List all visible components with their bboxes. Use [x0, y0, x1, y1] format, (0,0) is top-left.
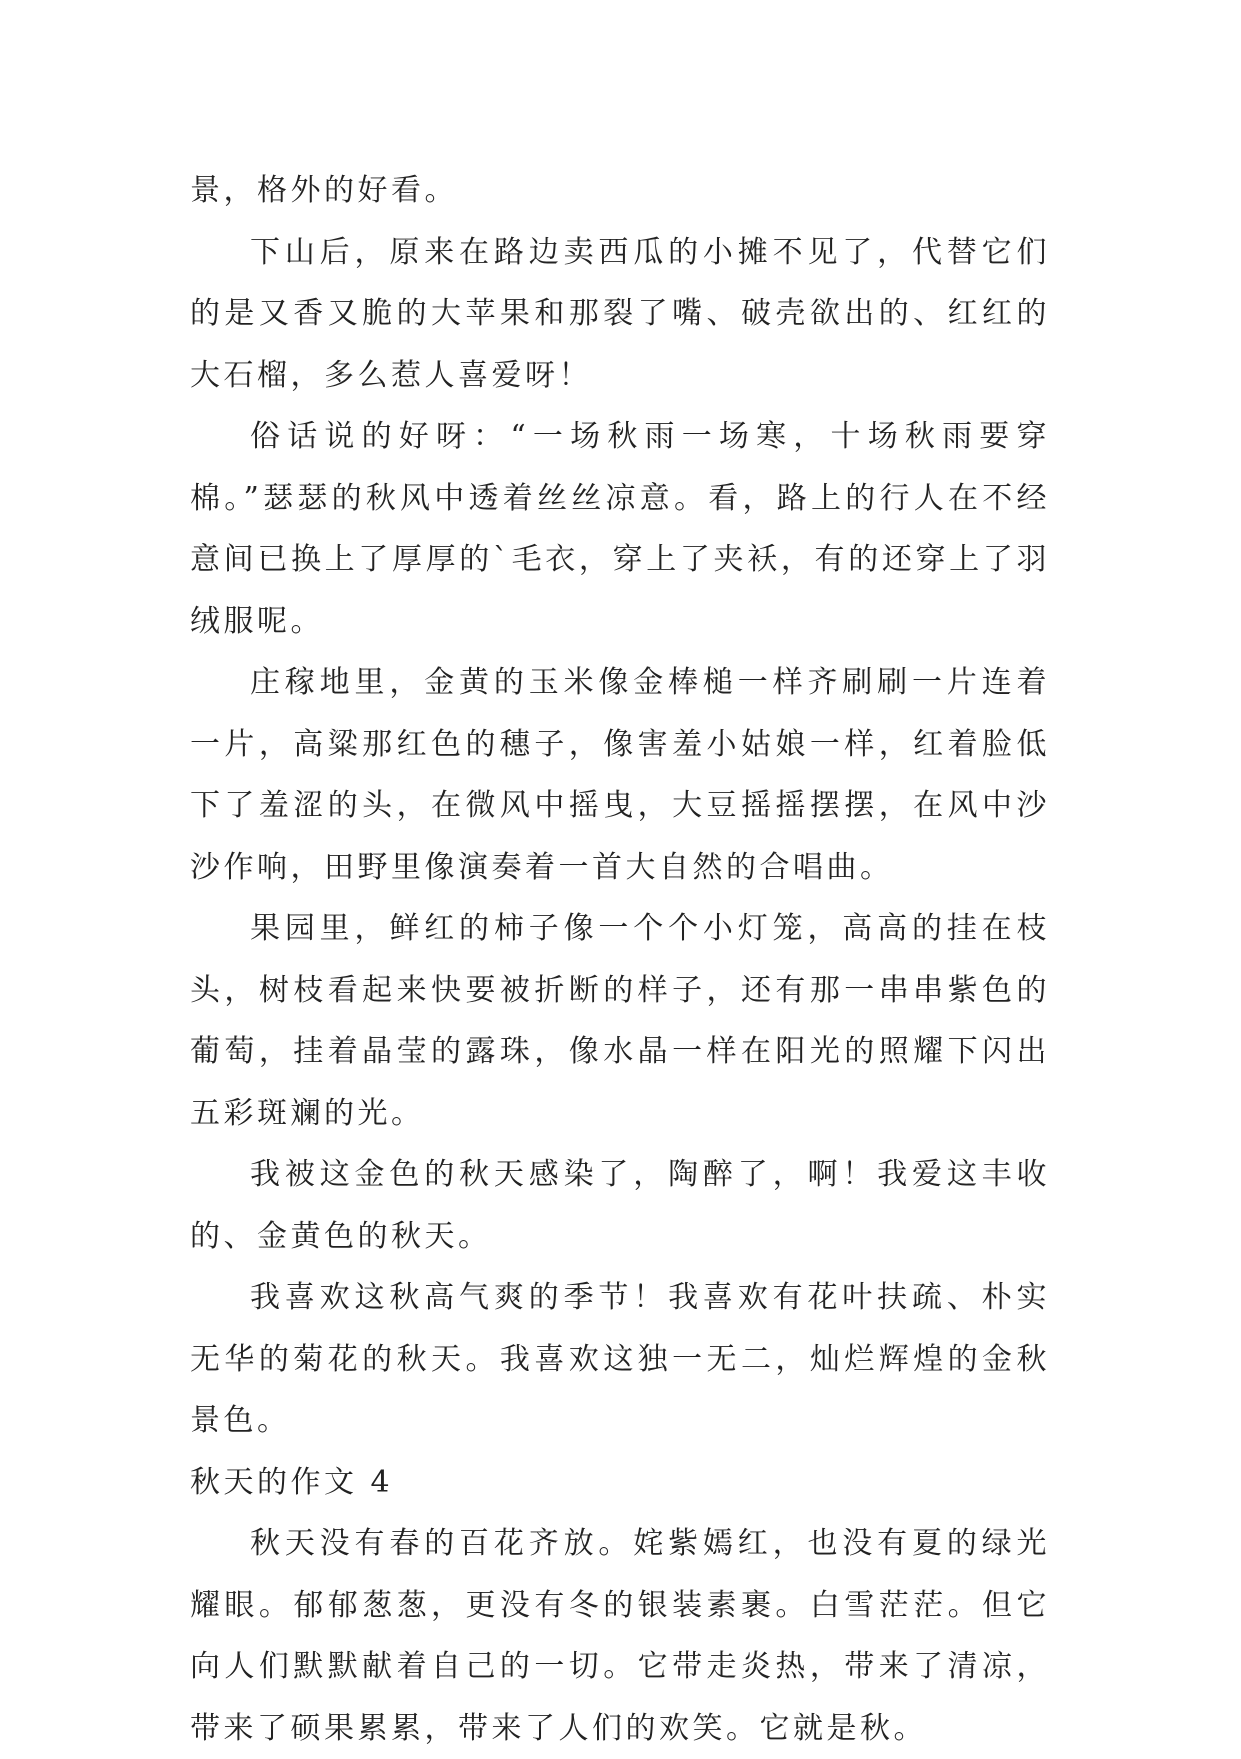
paragraph: 下山后，原来在路边卖西瓜的小摊不见了，代替它们的是又香又脆的大苹果和那裂了嘴、破壳欲出的、红红的大石榴，多么惹人喜爱呀！	[190, 234, 1050, 393]
paragraph: 庄稼地里，金黄的玉米像金棒槌一样齐刷刷一片连着一片，高粱那红色的穗子，像害羞小姑娘一样，红着脸低下了羞涩的头，在微风中摇曳，大豆摇摇摆摆，在风中沙沙作响，田野里像演奏着一首大自然的合唱曲。	[190, 665, 1050, 885]
paragraph: 果园里，鲜红的柿子像一个个小灯笼，高高的挂在枝头，树枝看起来快要被折断的样子，还有那一串串紫色的葡萄，挂着晶莹的露珠，像水晶一样在阳光的照耀下闪出五彩斑斓的光。	[190, 911, 1050, 1131]
paragraph: 俗话说的好呀：“一场秋雨一场寒，十场秋雨要穿棉。”瑟瑟的秋风中透着丝丝凉意。看，路上的行人在不经意间已换上了厚厚的`毛衣，穿上了夹袄，有的还穿上了羽绒服呢。	[190, 419, 1050, 639]
section-heading: 秋天的作文 4	[190, 1464, 394, 1500]
paragraph: 我被这金色的秋天感染了，陶醉了，啊！我爱这丰收的、金黄色的秋天。	[190, 1157, 1050, 1254]
paragraph: 秋天没有春的百花齐放。姹紫嫣红，也没有夏的绿光耀眼。郁郁葱葱，更没有冬的银装素裹。白雪茫茫。但它向人们默默献着自己的一切。它带走炎热，带来了清凉，带来了硕果累累，带来了人们的欢笑。它就是秋。	[190, 1526, 1050, 1746]
document-page	[190, 160, 1050, 1759]
paragraph-continuation: 景，格外的好看。	[190, 173, 458, 208]
paragraph: 我喜欢这秋高气爽的季节！我喜欢有花叶扶疏、朴实无华的菊花的秋天。我喜欢这独一无二，灿烂辉煌的金秋景色。	[190, 1280, 1050, 1438]
